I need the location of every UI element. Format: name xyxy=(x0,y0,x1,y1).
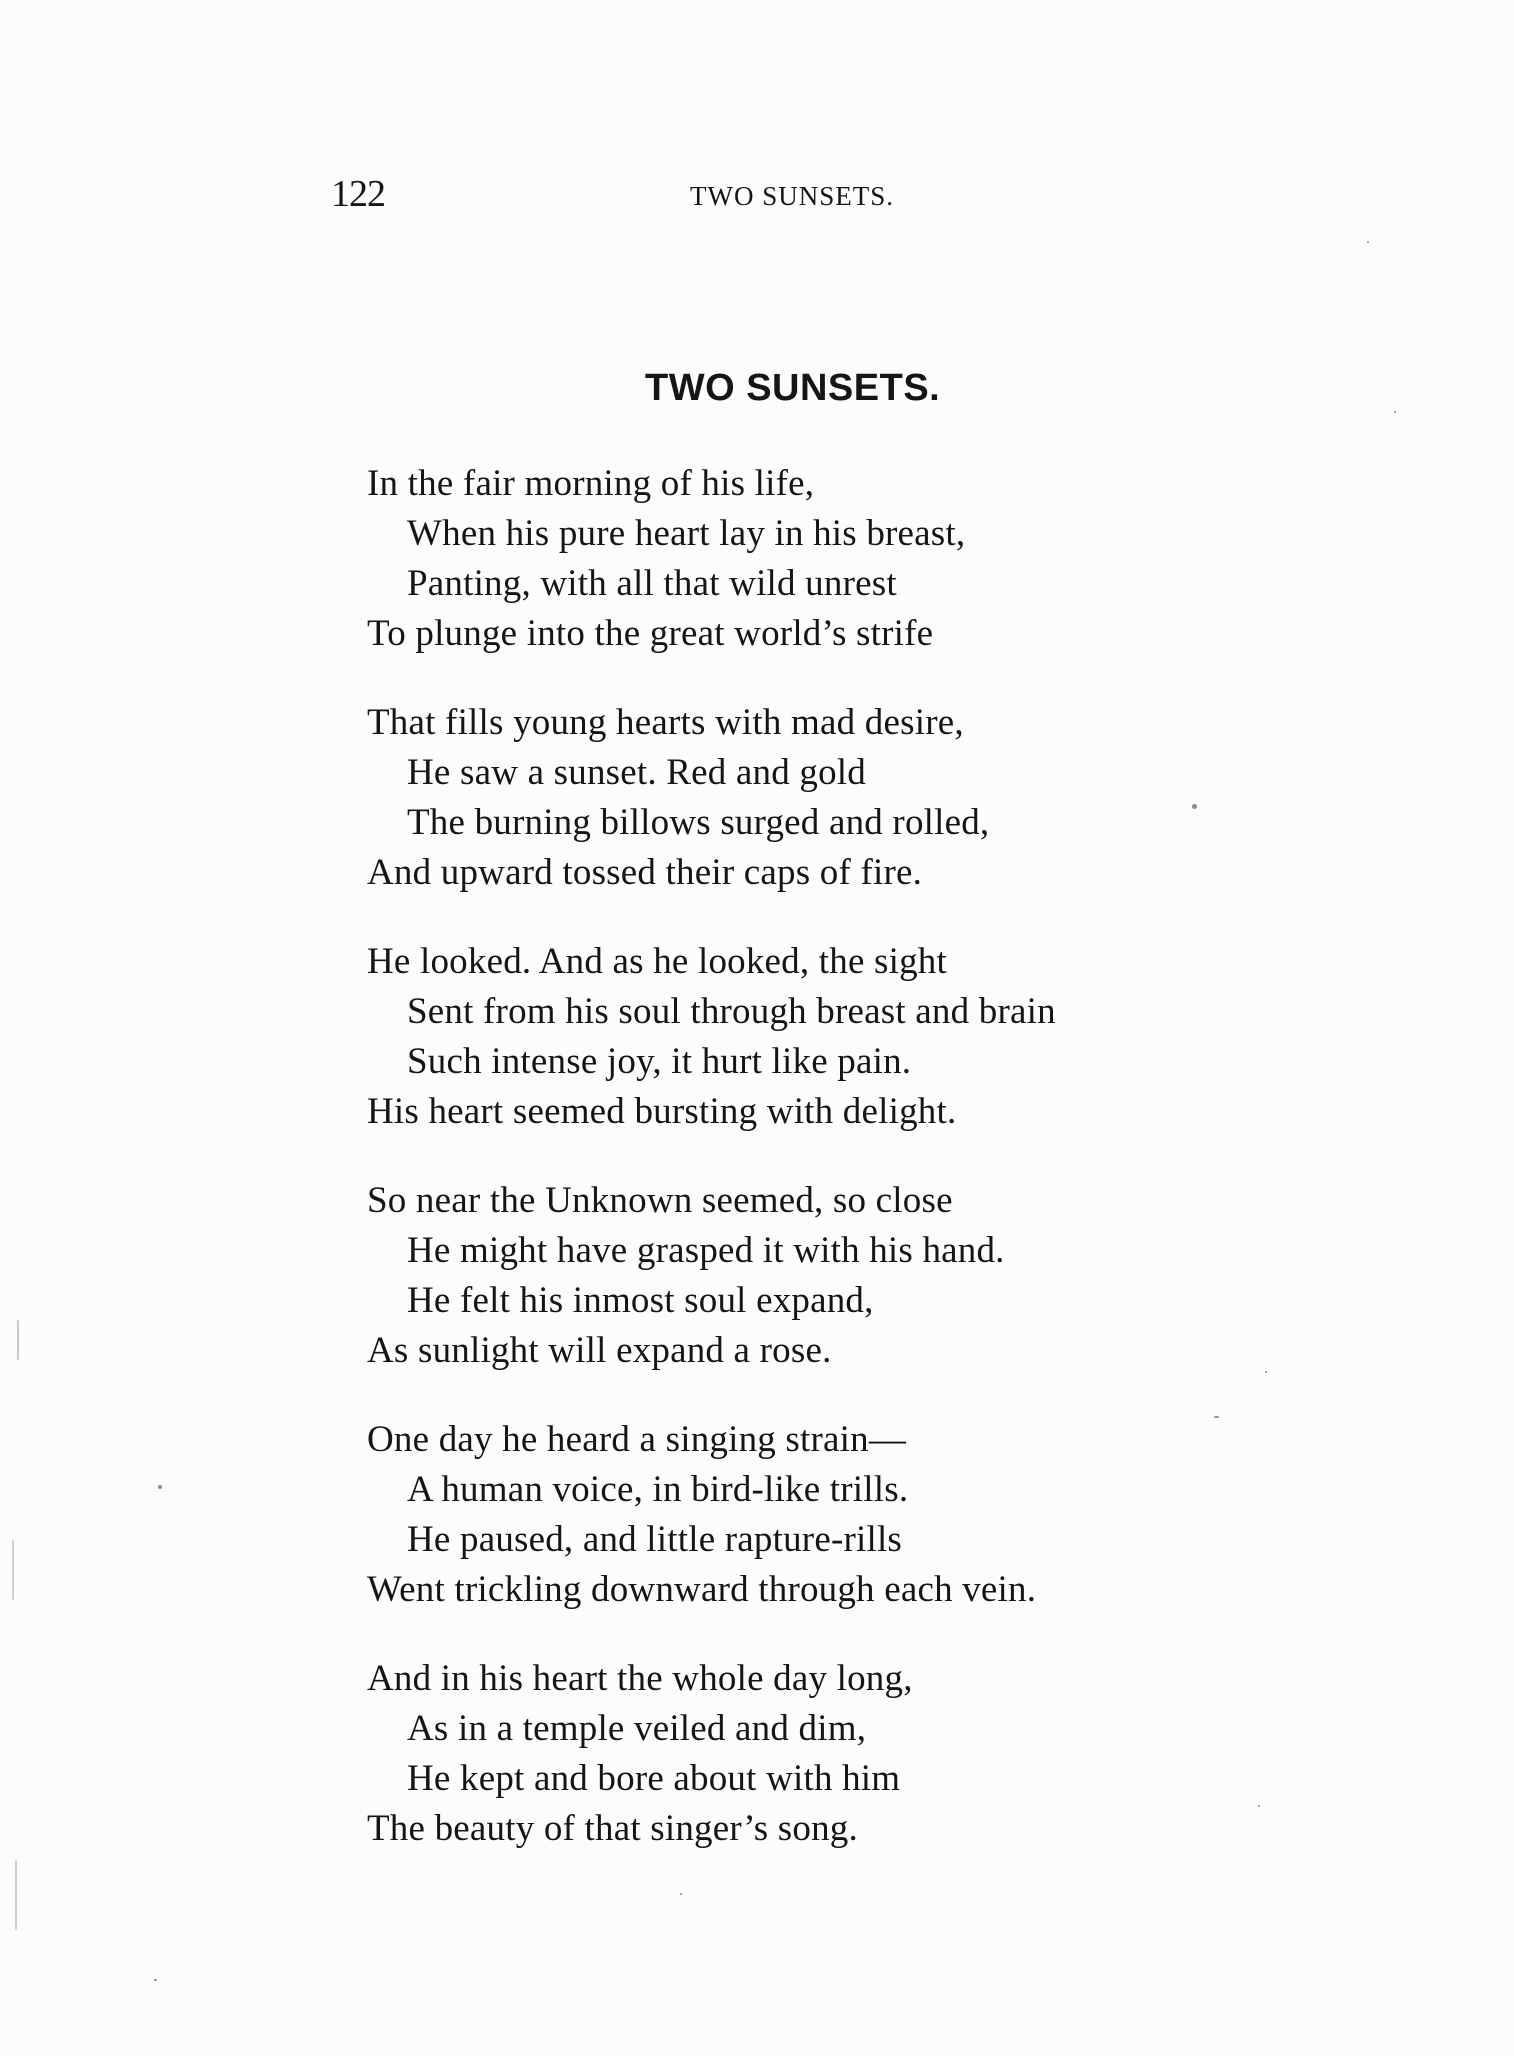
page-number: 122 xyxy=(331,173,385,215)
paper-speck xyxy=(1367,241,1369,243)
poem-line: A human voice, in bird-like trills. xyxy=(407,1469,909,1510)
stanza-6 xyxy=(367,1654,1367,1854)
poem-line: He might have grasped it with his hand. xyxy=(407,1230,1005,1271)
poem-line: He felt his inmost soul expand, xyxy=(407,1280,874,1321)
poem-line: To plunge into the great world’s strife xyxy=(367,613,934,654)
stanza-2 xyxy=(367,698,1367,898)
poem-line: He looked. And as he looked, the sight xyxy=(367,941,947,982)
paper-speck xyxy=(1394,411,1396,413)
poem-line: One day he heard a singing strain— xyxy=(367,1419,907,1460)
running-title: TWO SUNSETS. xyxy=(690,181,895,211)
paper-speck xyxy=(17,1320,19,1360)
poem-body xyxy=(367,459,1367,1893)
stanza-5 xyxy=(367,1415,1367,1615)
stanza-3 xyxy=(367,937,1367,1137)
poem-title: TWO SUNSETS. xyxy=(645,367,941,409)
paper-speck xyxy=(15,1860,17,1930)
poem-line: And upward tossed their caps of fire. xyxy=(367,852,923,893)
poem-line: That fills young hearts with mad desire, xyxy=(367,702,964,743)
poem-line: He paused, and little rapture-rills xyxy=(407,1519,903,1560)
paper-speck xyxy=(1258,1805,1260,1807)
paper-speck xyxy=(680,1893,682,1895)
poem-line: As in a temple veiled and dim, xyxy=(407,1708,867,1749)
poem-line: The beauty of that singer’s song. xyxy=(367,1808,858,1849)
paper-speck xyxy=(12,1540,14,1600)
paper-speck xyxy=(1192,804,1197,809)
poem-line: And in his heart the whole day long, xyxy=(367,1658,913,1699)
poem-line: So near the Unknown seemed, so close xyxy=(367,1180,953,1221)
stanza-1 xyxy=(367,459,1367,659)
stanza-4 xyxy=(367,1176,1367,1376)
paper-speck xyxy=(154,1979,157,1981)
poem-line: He saw a sunset. Red and gold xyxy=(407,752,866,793)
poem-line: Panting, with all that wild unrest xyxy=(407,563,897,604)
poem-line: Went trickling downward through each vein. xyxy=(367,1569,1037,1610)
poem-line: As sunlight will expand a rose. xyxy=(367,1330,832,1371)
poem-line: The burning billows surged and rolled, xyxy=(407,802,990,843)
poem-line: When his pure heart lay in his breast, xyxy=(407,513,966,554)
poem-line: In the fair morning of his life, xyxy=(367,463,815,504)
poem-line: He kept and bore about with him xyxy=(407,1758,901,1799)
poem-line: Sent from his soul through breast and brain xyxy=(407,991,1056,1032)
poem-line: His heart seemed bursting with delight. xyxy=(367,1091,957,1132)
paper-speck xyxy=(158,1485,162,1489)
running-header xyxy=(0,172,1514,222)
paper-speck xyxy=(1265,1371,1267,1373)
poem-line: Such intense joy, it hurt like pain. xyxy=(407,1041,912,1082)
paper-speck xyxy=(1214,1416,1219,1418)
